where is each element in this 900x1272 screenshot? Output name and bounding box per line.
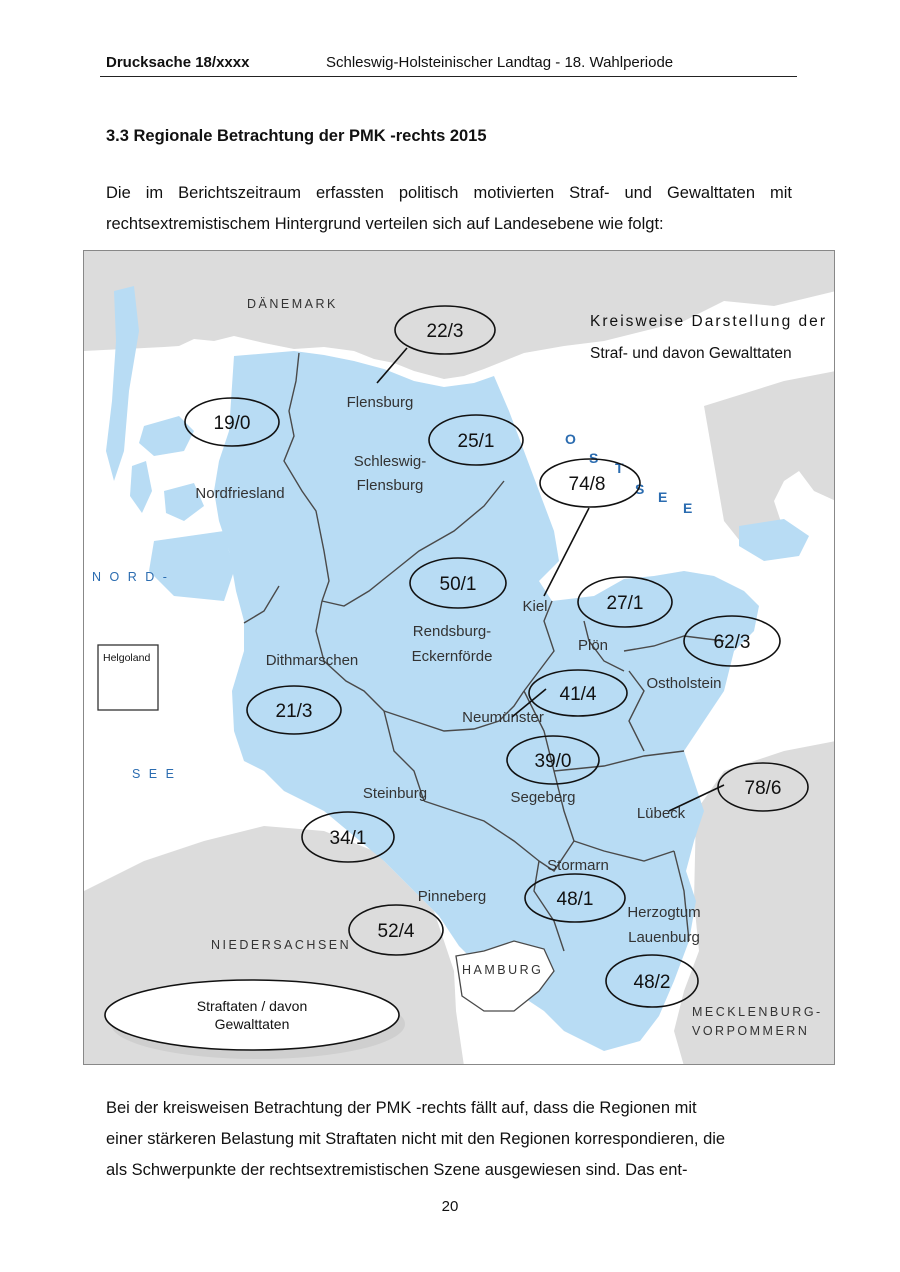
page-number: 20 bbox=[441, 1198, 459, 1215]
section-title: 3.3 Regionale Betrachtung der PMK -rechts 2015 bbox=[106, 127, 487, 145]
count-stormarn: 48/1 bbox=[556, 889, 594, 910]
count-nordfriesland: 19/0 bbox=[213, 413, 251, 434]
ostsee-letter: O bbox=[565, 431, 576, 447]
district-nordfriesland: Nordfriesland bbox=[195, 485, 285, 502]
district-rendsburg-eckernfoerde-1: Rendsburg- bbox=[412, 623, 492, 640]
legend-ellipse bbox=[105, 980, 399, 1050]
district-flensburg: Flensburg bbox=[346, 394, 414, 411]
helgoland-label: Helgoland bbox=[103, 652, 151, 664]
island-fehmarn bbox=[739, 519, 809, 561]
district-schleswig-flensburg-2: Flensburg bbox=[356, 477, 424, 494]
district-schleswig-flensburg-1: Schleswig- bbox=[353, 453, 427, 470]
district-dithmarschen: Dithmarschen bbox=[265, 652, 359, 669]
count-ostholstein: 62/3 bbox=[713, 632, 751, 653]
district-luebeck: Lübeck bbox=[636, 805, 686, 822]
intro-line-2: rechtsextremistischem Hintergrund verteilen sich auf Landesebene wie folgt: bbox=[106, 215, 664, 233]
district-rendsburg-eckernfoerde-2: Eckernförde bbox=[411, 648, 493, 665]
count-rendsburg-eckernfoerde: 50/1 bbox=[439, 574, 477, 595]
peninsula-eiderstedt bbox=[149, 531, 234, 601]
district-pinneberg: Pinneberg bbox=[417, 888, 487, 905]
header-document-number: Drucksache 18/xxxx bbox=[106, 54, 250, 71]
district-map bbox=[83, 250, 835, 1065]
count-neumuenster: 41/4 bbox=[559, 684, 597, 705]
header-parliament: Schleswig-Holsteinischer Landtag - 18. Wahlperiode bbox=[326, 54, 674, 71]
count-dithmarschen: 21/3 bbox=[275, 701, 313, 722]
header-rule bbox=[100, 76, 797, 77]
count-segeberg: 39/0 bbox=[534, 751, 572, 772]
legend-line-2: Gewalttaten bbox=[214, 1016, 290, 1032]
ostsee-letter: T bbox=[615, 460, 624, 476]
district-neumuenster: Neumünster bbox=[462, 709, 544, 726]
count-lauenburg: 48/2 bbox=[633, 972, 671, 993]
ostsee-letter: S bbox=[635, 481, 645, 497]
island-amrum bbox=[130, 461, 152, 513]
map-caption-line-2: Straf- und davon Gewalttaten bbox=[590, 345, 792, 362]
count-kiel: 74/8 bbox=[568, 474, 606, 495]
district-kiel: Kiel bbox=[522, 598, 548, 615]
map-canvas bbox=[84, 251, 835, 1065]
body-line-1: Bei der kreisweisen Betrachtung der PMK -rechts fällt auf, dass die Regionen mit bbox=[106, 1099, 697, 1117]
count-steinburg: 34/1 bbox=[329, 828, 367, 849]
ostsee-letter: E bbox=[683, 500, 693, 516]
legend-line-1: Straftaten / davon bbox=[196, 998, 308, 1014]
count-pinneberg: 52/4 bbox=[377, 921, 415, 942]
label-hamburg: HAMBURG bbox=[462, 963, 544, 977]
district-segeberg: Segeberg bbox=[510, 789, 576, 806]
body-line-3: als Schwerpunkte der rechtsextremistischen Szene ausgewiesen sind. Das ent- bbox=[106, 1161, 688, 1179]
label-mv-2: VORPOMMERN bbox=[692, 1024, 810, 1038]
label-denmark: DÄNEMARK bbox=[247, 297, 338, 311]
intro-paragraph bbox=[106, 178, 792, 240]
district-ostholstein: Ostholstein bbox=[646, 675, 722, 692]
intro-line-1: Die im Berichtszeitraum erfassten politisch motivierten Straf- und Gewalttaten mit bbox=[106, 184, 792, 202]
district-steinburg: Steinburg bbox=[362, 785, 428, 802]
label-nord: N O R D - bbox=[92, 570, 170, 584]
district-stormarn: Stormarn bbox=[547, 857, 609, 874]
label-niedersachsen: NIEDERSACHSEN bbox=[211, 938, 352, 952]
body-paragraph bbox=[106, 1093, 792, 1186]
map-caption-line-1: Kreisweise Darstellung der bbox=[590, 313, 825, 330]
ostsee-letter: S bbox=[589, 450, 599, 466]
label-mv-1: MECKLENBURG- bbox=[692, 1005, 823, 1019]
body-line-2: einer stärkeren Belastung mit Straftaten nicht mit den Regionen korrespondieren, die bbox=[106, 1130, 726, 1148]
label-see: S E E bbox=[132, 767, 177, 781]
count-luebeck: 78/6 bbox=[744, 778, 782, 799]
count-schleswig-flensburg: 25/1 bbox=[457, 431, 495, 452]
count-ploen: 27/1 bbox=[606, 593, 644, 614]
district-ploen: Plön bbox=[577, 637, 609, 654]
district-lauenburg-2: Lauenburg bbox=[628, 929, 700, 946]
district-lauenburg-1: Herzogtum bbox=[627, 904, 701, 921]
count-flensburg: 22/3 bbox=[426, 321, 464, 342]
ostsee-letter: E bbox=[658, 489, 668, 505]
